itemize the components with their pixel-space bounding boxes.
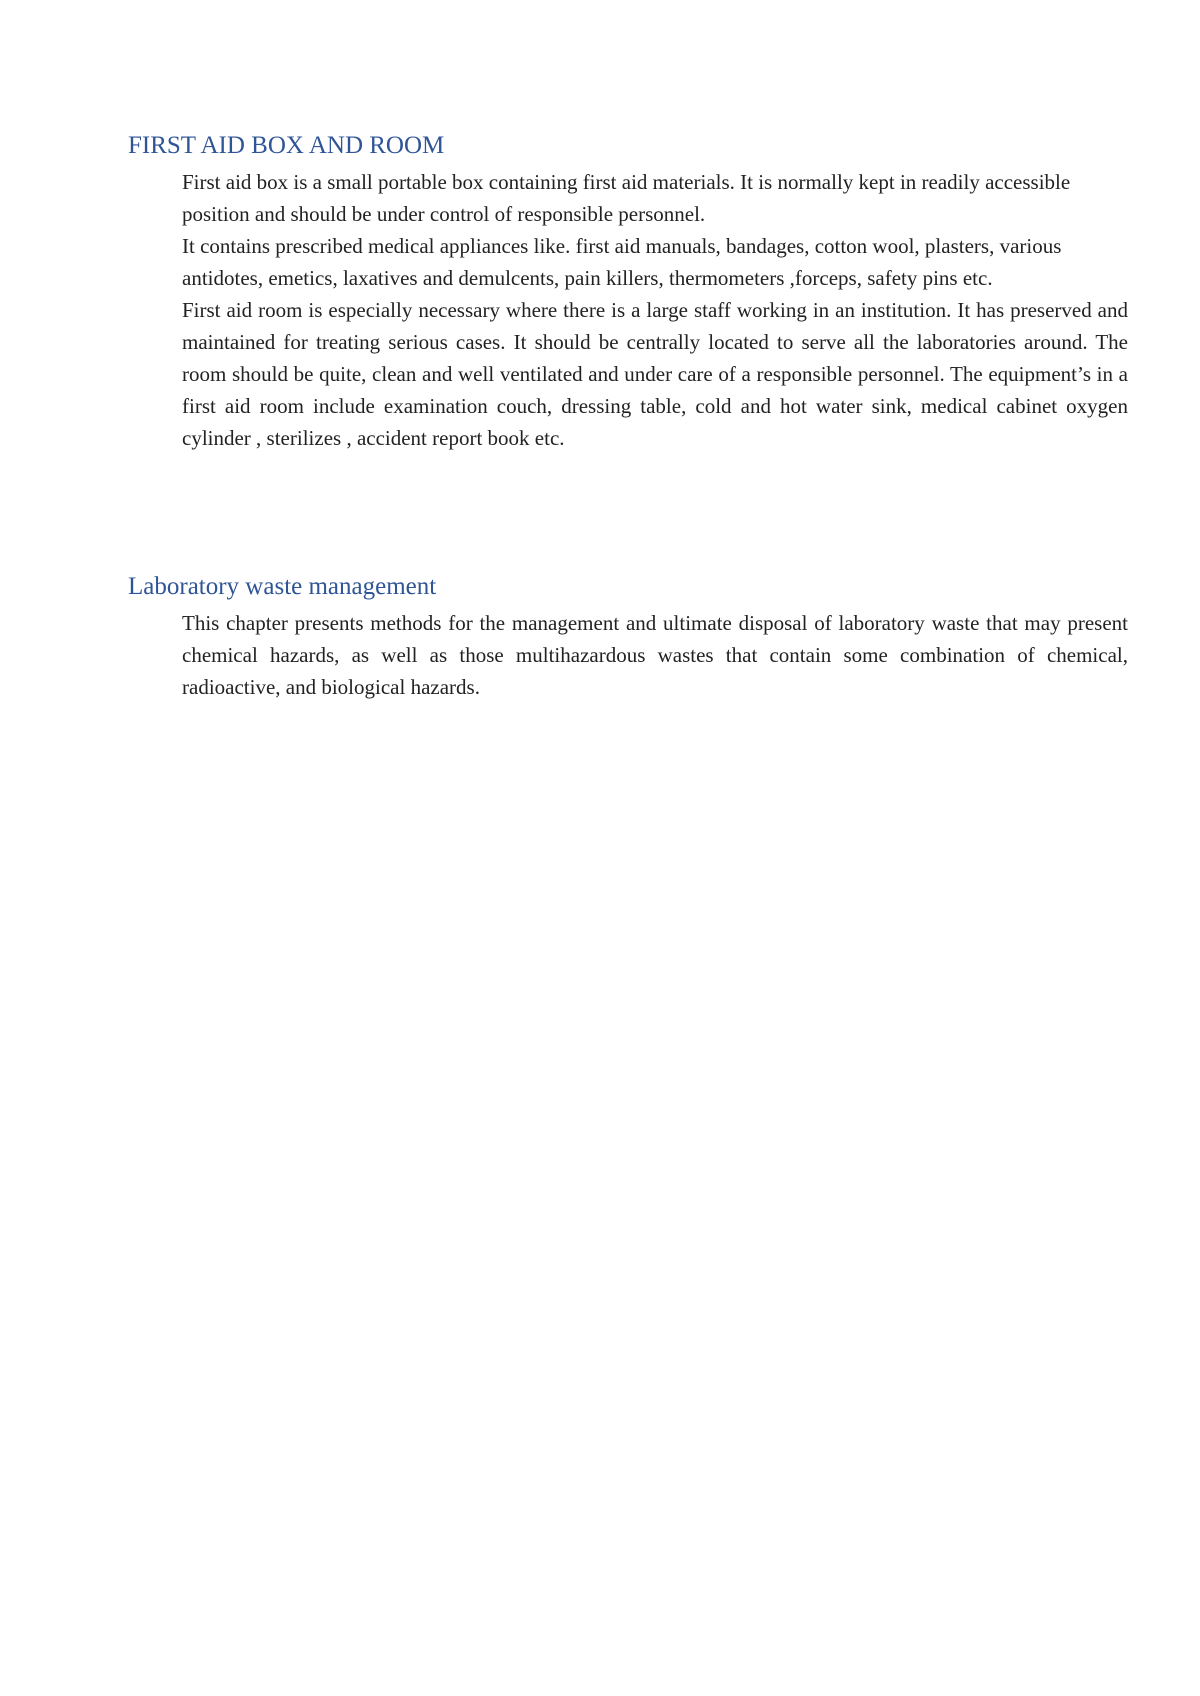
paragraph-medical-appliances: It contains prescribed medical appliances like. first aid manuals, bandages, cotton wool, plasters, various antidotes, emetics, laxatives and demulcents, pain killers, thermometers ,forceps, safety pins etc. [182, 234, 1062, 290]
paragraph-waste-methods: This chapter presents methods for the management and ultimate disposal of laboratory waste that may present chemical hazards, as well as those multihazardous wastes that contain some combination of chemical, radioactive, and biological hazards. [182, 611, 1128, 699]
section-first-aid [128, 128, 1128, 454]
section-body [182, 607, 1128, 703]
section-body [182, 166, 1128, 454]
paragraph-first-aid-room: First aid room is especially necessary where there is a large staff working in an institution. It has preserved and maintained for treating serious cases. It should be centrally located to serve all the laboratories around. The room should be quite, clean and well ventilated and under care of a responsible personnel. The equipment’s in a first aid room include examination couch, dressing table, cold and hot water sink, medical cabinet oxygen cylinder , sterilizes , accident report book etc. [182, 298, 1128, 450]
paragraph-first-aid-box: First aid box is a small portable box containing first aid materials. It is normally kept in readily accessible position and should be under control of responsible personnel. [182, 170, 1071, 226]
section-heading: FIRST AID BOX AND ROOM [128, 132, 445, 159]
section-waste-management [128, 569, 1128, 703]
section-heading: Laboratory waste management [128, 573, 437, 600]
